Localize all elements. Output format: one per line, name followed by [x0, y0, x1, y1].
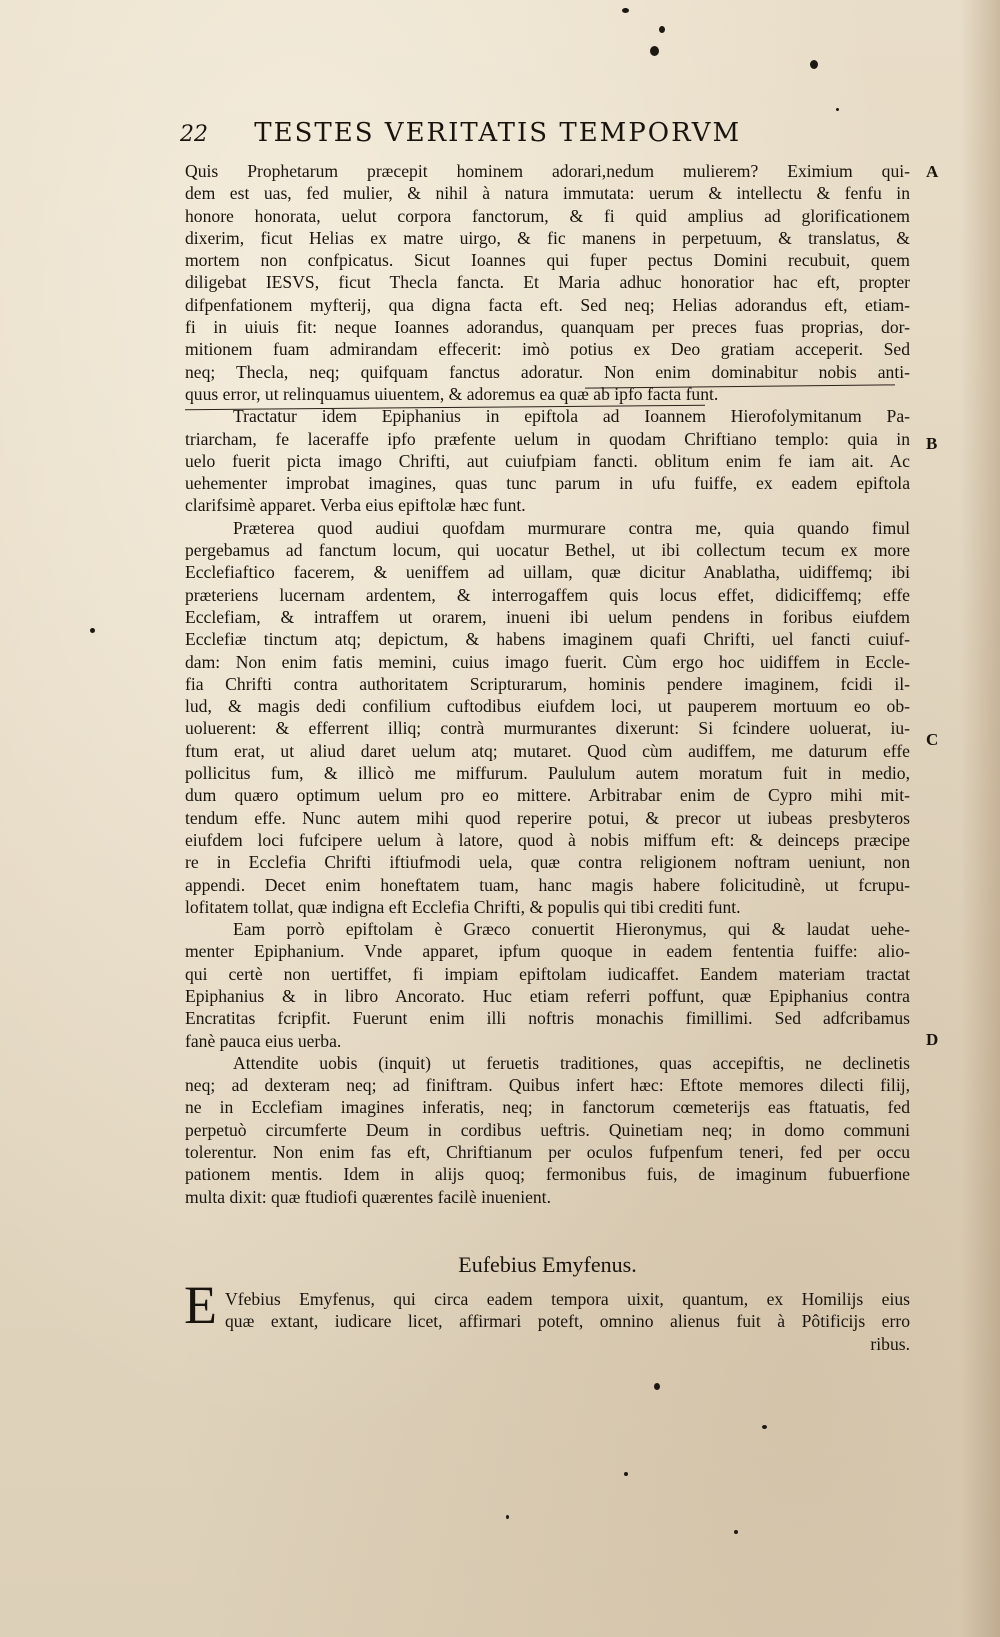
text-line: Epiphanius & in libro Ancorato. Huc etiam referri poffunt, quæ Epiphanius contra	[185, 985, 910, 1006]
text-line: tendum effe. Nunc autem mihi quod reperire potui, & precor ut iubeas presbyteros	[185, 807, 910, 828]
text-line: dixerim, ficut Helias ex matre uirgo, & fic manens in perpetuum, & translatus, &	[185, 227, 910, 248]
ink-speck	[654, 1383, 660, 1390]
text-line: multa dixit: quæ ftudiofi quærentes facilè inuenient.	[185, 1186, 551, 1207]
running-header	[180, 118, 900, 148]
text-line: tolerentur. Non enim fas eft, Chriftianum per oculos fufpenfum teneri, fed per occu	[185, 1142, 910, 1163]
ink-speck	[659, 26, 665, 33]
text-line: difpenfationem myfterij, qua digna facta eft. Sed neq; Helias adorandus eft, etiam-	[185, 294, 910, 315]
text-line: honore honorata, uelut corpora fanctorum, & fi quid amplius ad glorificationem	[185, 205, 910, 226]
text-line: ribus.	[870, 1333, 910, 1354]
text-line: neq; ad dexteram neq; ad finiftram. Quibus infert hæc: Eftote memores dilecti filij,	[185, 1075, 910, 1096]
text-line: quæ extant, iudicare licet, affirmari poteft, omnino alienus fuit à Pôtificijs erro	[225, 1311, 910, 1332]
ink-speck	[734, 1530, 738, 1534]
page-number: 22	[180, 122, 208, 147]
ink-speck	[762, 1425, 767, 1429]
text-line: quus error, ut relinquamus uiuentem, & adoremus ea quæ ab ipfo facta funt.	[185, 383, 719, 404]
text-line: mitionem fuam admirandam effecerit: imò potius ex Deo gratiam acceperit. Sed	[185, 339, 910, 360]
ink-speck	[506, 1515, 509, 1519]
text-line: re in Ecclefia Chrifti iftiufmodi uela, quæ contra religionem noftram ueniunt, non	[185, 852, 910, 873]
text-line: ne in Ecclefiam imagines inferatis, neq; in fanctorum cœmeterijs eas ftatuatis, fed	[185, 1097, 910, 1118]
main-text	[185, 160, 910, 1208]
section-text	[225, 1288, 910, 1355]
text-line: dum quæro optimum uelum pro eo mittere. Arbitrabar enim de Cypro mihi mit-	[185, 785, 910, 806]
text-line: Quis Prophetarum præcepit hominem adorari,nedum mulierem? Eximium qui-	[185, 161, 910, 181]
page-edge-shadow	[960, 0, 1000, 1637]
text-line: clarifsimè apparet. Verba eius epiftolæ hæc funt.	[185, 495, 526, 516]
text-line: præteriens lucernam ardentem, & interrogaffem quis locus effet, didiciffemq; effe	[185, 584, 910, 605]
text-line: eiufdem loci fufcipere uelum à latore, quod à nobis miffum eft: & deinceps præcipe	[185, 829, 910, 850]
text-line: ftum erat, ut aliud daret uelum atq; mutaret. Quod cùm audiffem, me daturum effe	[185, 740, 910, 761]
text-line: fia Chrifti contra authoritatem Scripturarum, hominis pendere imaginem, fcidi il-	[185, 673, 910, 694]
text-line: mortem non confpicatus. Sicut Ioannes qui fuper pectus Domini recubuit, quem	[185, 250, 910, 271]
margin-letter-a: A	[926, 162, 939, 181]
text-line: dem est uas, fed mulier, & nihil à natura immutata: uerum & intellectu & fenfu in	[185, 183, 910, 204]
margin-letter-c: C	[926, 730, 939, 749]
text-line: triarcham, fe laceraffe ipfo præfente uelum in quodam Chriftiano templo: quia in	[185, 428, 910, 449]
text-line: perpetuò circumferte Deum in cordibus ueftris. Quinetiam neq; in domo communi	[185, 1119, 910, 1140]
drop-capital: E	[184, 1275, 217, 1335]
text-line: pationem mentis. Idem in alijs quoq; fermonibus fuis, de imaginum fubuerfione	[185, 1164, 910, 1185]
text-line: Ecclefiæ tinctum atq; depictum, & habens imaginem quafi Chrifti, uel fancti cuiuf-	[185, 629, 910, 650]
text-line: Præterea quod audiui quofdam murmurare contra me, quia quando fimul	[233, 517, 910, 538]
text-line: qui certè non uertiffet, fi impiam epiftolam iudicaffet. Eandem materiam tractat	[185, 963, 910, 984]
ink-speck	[90, 628, 95, 633]
text-line: pergebamus ad fanctum locum, qui uocatur Bethel, ut ibi collectum tecum ex more	[185, 540, 910, 561]
text-line: Tractatur idem Epiphanius in epiftola ad Ioannem Hierofolymitanum Pa-	[233, 406, 910, 427]
ink-speck	[810, 60, 818, 69]
text-line: menter Epiphanium. Vnde apparet, ipfum quoque in eadem fententia fuiffe: alio-	[185, 941, 910, 962]
running-title: TESTES VERITATIS TEMPORVM	[254, 118, 742, 148]
section-heading: Eufebius Emyfenus.	[458, 1252, 637, 1277]
ink-speck	[650, 46, 659, 56]
ink-speck	[836, 108, 839, 111]
text-line: pollicitus fum, & illicò me miffurum. Paululum autem moratum fuit in medio,	[185, 763, 910, 784]
text-line: diligebat IESVS, ficut Thecla fancta. Et Maria adhuc honoratior hac eft, propter	[185, 272, 910, 293]
text-line: lofitatem tollat, quæ indigna eft Ecclefia Chrifti, & populis qui tibi crediti funt.	[185, 896, 741, 917]
text-line: uehementer improbat imagines, quas tunc parum in ufu fuiffe, ex eadem epiftola	[185, 473, 910, 494]
ink-speck	[622, 8, 629, 13]
text-line: Attendite uobis (inquit) ut feruetis traditiones, quas accepiftis, ne declinetis	[233, 1052, 910, 1073]
margin-letter-d: D	[926, 1030, 939, 1049]
text-line: Encratitas fcripfit. Fuerunt enim illi noftris monachis fimillimi. Sed adfcribamus	[185, 1008, 910, 1029]
text-line: Ecclefiam, & intraffem ut orarem, inueni ibi uelum pendens in foribus eiufdem	[185, 606, 910, 627]
text-line: Ecclefiaftico facerem, & ueniffem ad uillam, quæ dicitur Anablatha, uidiffemq; ibi	[185, 562, 910, 583]
text-line: Eam porrò epiftolam è Græco conuertit Hieronymus, qui & laudat uehe-	[233, 919, 910, 940]
text-line: appendi. Decet enim honeftatem tuam, hanc magis habere folicitudinè, ut fcrupu-	[185, 874, 910, 895]
ink-speck	[624, 1472, 628, 1476]
margin-letter-b: B	[926, 434, 938, 453]
text-line: lud, & magis dedi confilium cuftodibus eiufdem loci, ut pauperem mortuum eo ob-	[185, 696, 910, 717]
text-line: neq; Thecla, neq; quifquam fanctus adoratur. Non enim dominabitur nobis anti-	[185, 361, 910, 382]
text-line: fanè pauca eius uerba.	[185, 1030, 342, 1051]
text-line: Vfebius Emyfenus, qui circa eadem tempora uixit, quantum, ex Homilijs eius	[225, 1289, 910, 1309]
text-line: uelo fuerit picta imago Chrifti, aut cuiufpiam fancti. oblitum enim fe iam ait. Ac	[185, 450, 910, 471]
text-line: dam: Non enim fatis memini, cuius imago fuerit. Cùm ergo hoc uidiffem in Eccle-	[185, 651, 910, 672]
text-line: uoluerent: & efferrent illiq; contrà murmurantes dixerunt: Si fcindere uoluerat, iu-	[185, 718, 910, 739]
text-line: fi in uiuis fit: neque Ioannes adorandus, quanquam per preces fuas proprias, dor-	[185, 317, 910, 338]
